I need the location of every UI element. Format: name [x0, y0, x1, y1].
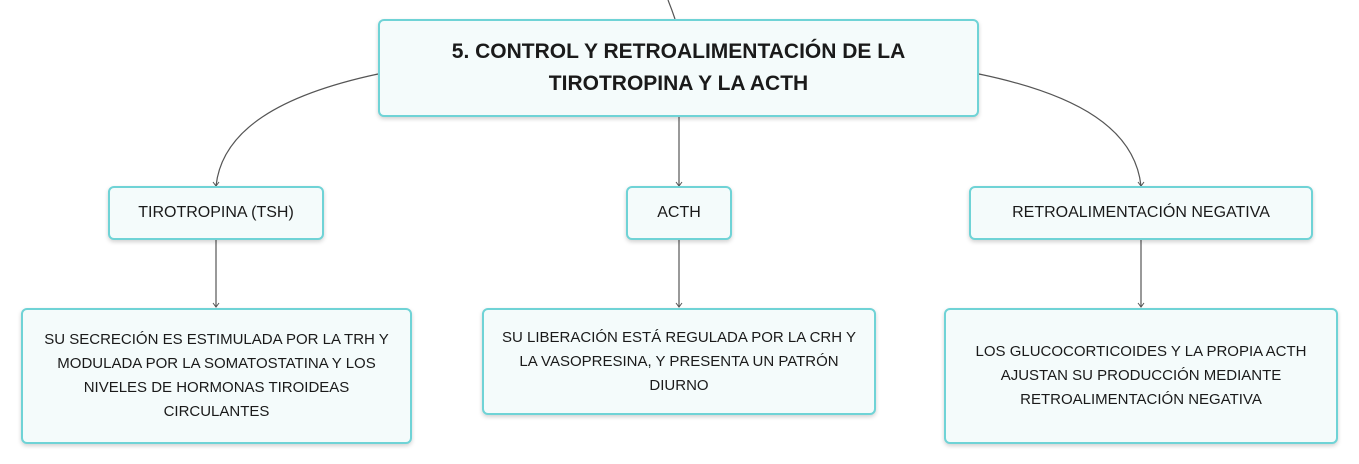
root-topic[interactable] [378, 19, 979, 117]
connector-root-retro [979, 74, 1141, 186]
root-topic-title: 5. CONTROL Y RETROALIMENTACIÓN DE LA TIROTROPINA Y LA ACTH [451, 40, 906, 95]
topic-acth-label: ACTH [657, 204, 701, 221]
subtopic-acth-text: SU LIBERACIÓN ESTÁ REGULADA POR LA CRH Y LA VASOPRESINA, Y PRESENTA UN PATRÓN DIURNO [502, 328, 856, 394]
connector-parent-root [668, 0, 675, 19]
topic-tirotropina-label: TIROTROPINA (TSH) [138, 204, 294, 221]
topic-retroalimentacion[interactable] [969, 186, 1313, 240]
subtopic-retroalimentacion-detail[interactable] [944, 308, 1338, 444]
topic-acth[interactable] [626, 186, 732, 240]
subtopic-tirotropina-detail[interactable] [21, 308, 412, 444]
topic-tirotropina[interactable] [108, 186, 324, 240]
subtopic-tirotropina-text: SU SECRECIÓN ES ESTIMULADA POR LA TRH Y MODULADA POR LA SOMATOSTATINA Y LOS NIVELES DE HORMONAS TIROIDEAS CIRCULANTES [44, 331, 389, 420]
connector-root-tsh [216, 74, 378, 186]
subtopic-retroalimentacion-text: LOS GLUCOCORTICOIDES Y LA PROPIA ACTH AJUSTAN SU PRODUCCIÓN MEDIANTE RETROALIMENTACIÓN NEGATIVA [975, 343, 1307, 408]
topic-retroalimentacion-label: RETROALIMENTACIÓN NEGATIVA [1012, 204, 1270, 221]
subtopic-acth-detail[interactable] [482, 308, 876, 415]
